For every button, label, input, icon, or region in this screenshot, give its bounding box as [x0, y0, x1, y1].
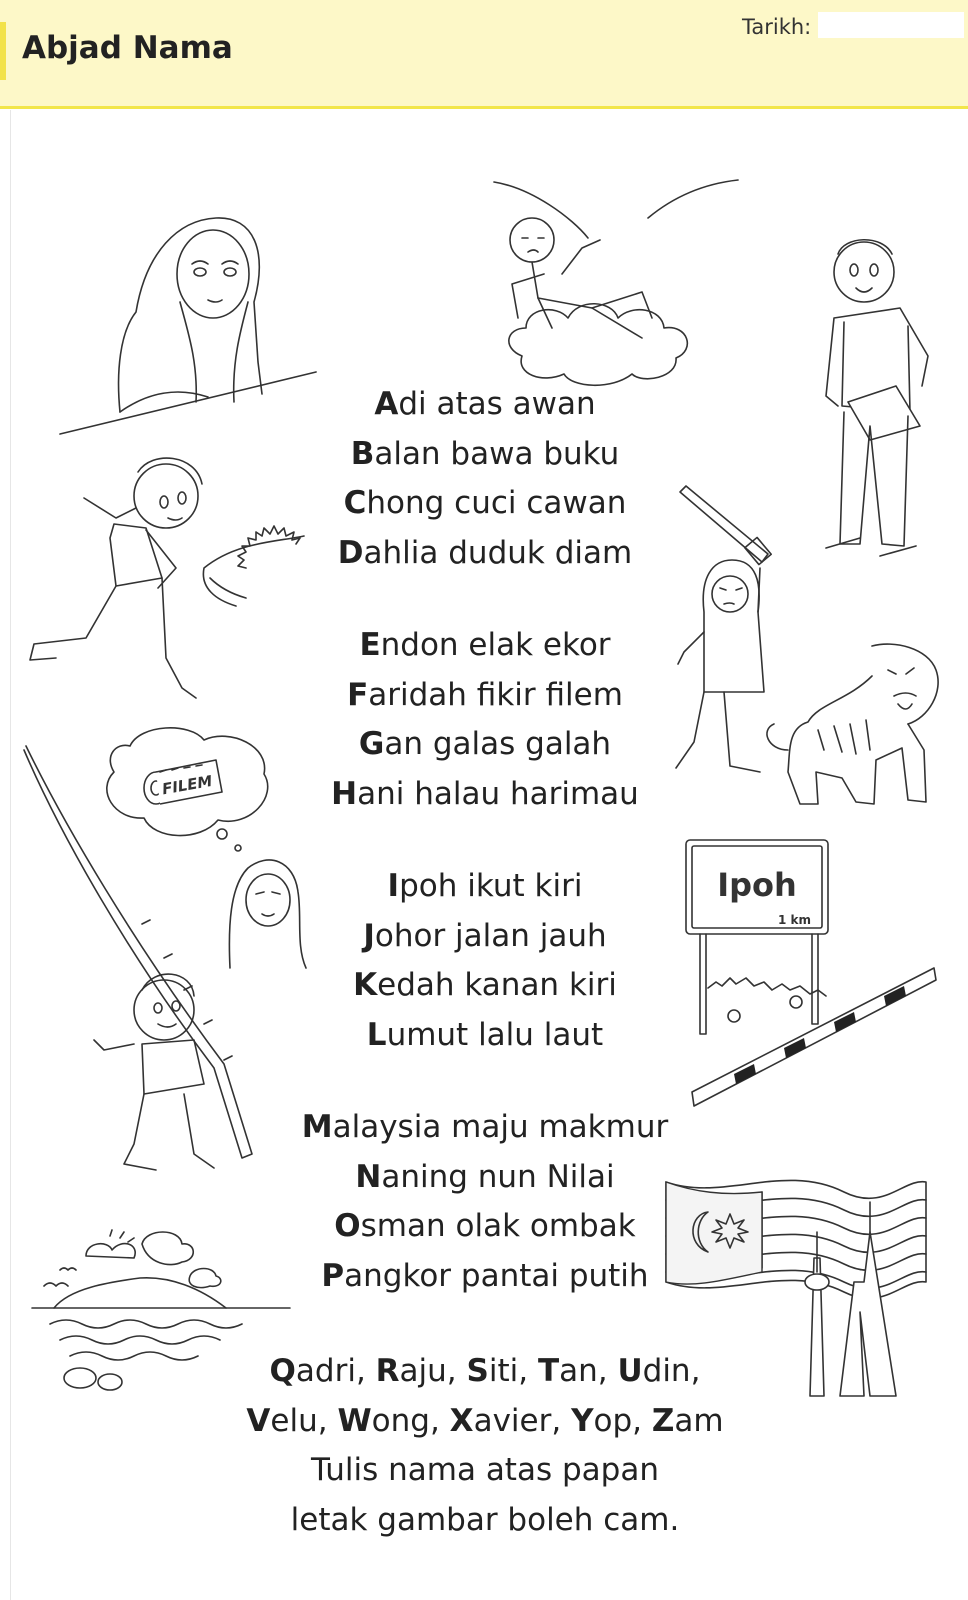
poem-line-initial: C — [343, 485, 367, 521]
date-field[interactable] — [818, 12, 964, 38]
poem-line — [240, 671, 730, 721]
page-title: Abjad Nama — [22, 30, 233, 66]
stanza-2 — [240, 621, 730, 819]
poem-line — [240, 1202, 730, 1252]
poem-line-initial: A — [374, 386, 399, 422]
poem-line-initial: G — [358, 726, 385, 762]
poem-line — [240, 862, 730, 912]
poem-line-text: edah kanan kiri — [377, 967, 617, 1003]
tiger-illustration — [758, 640, 942, 816]
island-scene-illustration — [30, 1228, 292, 1392]
final-line-3: Tulis nama atas papan — [311, 1452, 659, 1488]
name-initial: U — [617, 1353, 643, 1389]
poem-line-text: ndon elak ekor — [380, 627, 611, 663]
poem-line-text: hong cuci cawan — [366, 485, 627, 521]
names-line-2 — [240, 1397, 730, 1447]
poem-line-text: alaysia maju makmur — [332, 1109, 669, 1145]
sign-town-label: Ipoh — [717, 866, 797, 904]
poem-line — [240, 1011, 730, 1061]
name-initial: W — [337, 1402, 372, 1439]
malaysia-flag-illustration — [664, 1172, 930, 1398]
poem-line-text: an galas galah — [384, 726, 612, 762]
poem-line-text: ahlia duduk diam — [363, 534, 633, 571]
poem-line-initial: K — [353, 967, 378, 1003]
name-initial: S — [466, 1353, 489, 1389]
final-line-4: letak gambar boleh cam. — [290, 1501, 680, 1538]
poem-line — [240, 1252, 730, 1302]
name-initial: Q — [269, 1353, 296, 1389]
poem-line-text: aridah fikir filem — [368, 676, 623, 713]
poem-line — [240, 479, 730, 529]
boy-running-illustration — [26, 448, 208, 702]
name-text: din, — [642, 1353, 701, 1389]
final-stanza — [240, 1347, 730, 1545]
poem-line-initial: H — [331, 775, 358, 812]
left-margin — [0, 110, 11, 1600]
crocodile-tail-illustration — [196, 528, 308, 610]
name-text: aju, — [399, 1353, 457, 1389]
poem-line — [240, 770, 730, 820]
poem-line-initial: M — [301, 1109, 333, 1145]
poem-line-text: sman olak ombak — [360, 1208, 636, 1244]
names-line-1 — [240, 1347, 730, 1397]
name-text: avier, — [473, 1402, 562, 1439]
date-label: Tarikh: — [742, 15, 812, 39]
poem-line-text: di atas awan — [398, 386, 596, 422]
header-accent-bar — [0, 22, 6, 80]
poem-line — [240, 621, 730, 671]
film-label: FILEM — [160, 771, 214, 799]
boy-with-book-illustration — [820, 226, 938, 574]
poem-line — [240, 912, 730, 962]
poem-line — [240, 1153, 730, 1203]
name-initial: Y — [571, 1402, 594, 1439]
stanza-3 — [240, 862, 730, 1060]
poem-line-initial: O — [334, 1208, 361, 1244]
girl-thinking-illustration — [58, 212, 320, 437]
name-initial: R — [375, 1353, 400, 1389]
poem-line-text: alan bawa buku — [374, 435, 620, 472]
poem-line-initial: L — [366, 1016, 387, 1053]
poem-line — [240, 1103, 730, 1153]
name-text: an, — [559, 1353, 608, 1389]
name-text: op, — [593, 1402, 643, 1439]
poem-line — [240, 720, 730, 770]
boy-on-cloud-illustration — [492, 178, 742, 390]
page-header — [0, 0, 968, 109]
poem-line-initial: N — [355, 1158, 382, 1195]
poem-line-initial: P — [321, 1257, 345, 1294]
poem-line-initial: B — [350, 435, 375, 472]
poem-line-initial: E — [359, 627, 381, 663]
name-initial: V — [246, 1402, 271, 1439]
name-initial: T — [537, 1353, 560, 1389]
poem-line-text: poh ikut kiri — [399, 868, 583, 904]
name-initial: X — [449, 1402, 474, 1439]
poem-line-text: angkor pantai putih — [344, 1257, 649, 1294]
name-text: ong, — [371, 1402, 440, 1439]
name-text: elu, — [270, 1402, 328, 1439]
stanza-4 — [240, 1103, 730, 1301]
poem-line-initial: I — [387, 868, 400, 904]
name-text: adri, — [295, 1353, 366, 1389]
poem-line-text: umut lalu laut — [386, 1016, 604, 1053]
poem-line-initial: D — [337, 534, 364, 571]
poem-line — [240, 961, 730, 1011]
poem-line-text: ohor jalan jauh — [374, 917, 607, 954]
sign-distance-label: 1 km — [777, 913, 811, 927]
ipoh-sign-illustration — [684, 838, 938, 1112]
poem-line — [240, 529, 730, 579]
poem-line-text: aning nun Nilai — [381, 1158, 615, 1195]
poem-line-initial: J — [363, 917, 375, 954]
boy-with-pole-illustration — [24, 744, 258, 1190]
poem-line-initial: F — [347, 676, 369, 713]
poem-line-text: ani halau harimau — [357, 775, 639, 812]
name-text: am — [674, 1402, 724, 1439]
name-text: iti, — [488, 1353, 529, 1389]
name-initial: Z — [651, 1402, 675, 1439]
